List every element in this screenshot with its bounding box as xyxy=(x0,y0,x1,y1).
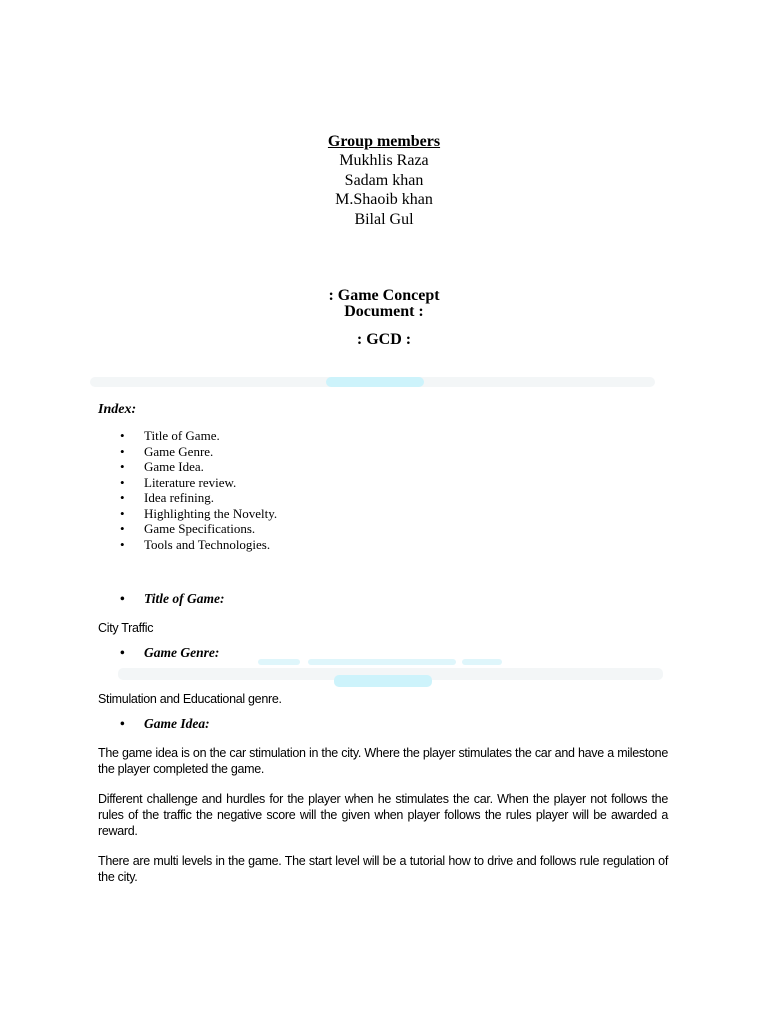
document-title-line-1: : Game Concept xyxy=(328,287,440,304)
game-idea-heading xyxy=(98,716,210,732)
index-item: • Literature review. xyxy=(98,475,277,491)
highlight-band xyxy=(462,659,502,665)
index-item: • Highlighting the Novelty. xyxy=(98,506,277,522)
document-title-line-2: Document : xyxy=(344,303,424,320)
game-idea-paragraph: There are multi levels in the game. The start level will be a tutorial how to drive and follows rule regulation of the city. xyxy=(98,854,668,884)
index-item: • Game Genre. xyxy=(98,444,277,460)
game-genre-heading xyxy=(98,645,219,661)
document-subtitle: : GCD : xyxy=(356,331,412,348)
document-title xyxy=(0,288,768,320)
bullet-icon: • xyxy=(120,591,125,606)
index-item: • Title of Game. xyxy=(98,428,277,444)
title-of-game-heading xyxy=(98,591,224,607)
title-of-game-heading-text: Title of Game: xyxy=(144,591,225,606)
member-name: M.Shaoib khan xyxy=(335,191,433,208)
highlight-band xyxy=(258,659,300,665)
index-label: Index: xyxy=(98,402,137,417)
highlight-band xyxy=(326,377,424,387)
game-idea-paragraph: Different challenge and hurdles for the player when he stimulates the car. When the player not follows the rules of the traffic the negative score will the given when player follows the rules player will be awarded a reward. xyxy=(98,792,668,838)
bullet-icon: • xyxy=(120,716,125,731)
group-members-heading: Group members xyxy=(327,133,441,150)
title-of-game-body: City Traffic xyxy=(98,621,154,635)
index-list xyxy=(98,428,277,552)
game-genre-heading-text: Game Genre: xyxy=(144,645,220,660)
index-item: • Game Idea. xyxy=(98,459,277,475)
member-name: Bilal Gul xyxy=(354,210,414,228)
highlight-band xyxy=(334,675,432,687)
index-item: • Tools and Technologies. xyxy=(98,537,277,553)
index-item: • Game Specifications. xyxy=(98,521,277,537)
member-name: Sadam khan xyxy=(344,171,424,189)
group-members-block xyxy=(0,132,768,229)
game-idea-paragraph: The game idea is on the car stimulation in the city. Where the player stimulates the car and have a milestone the player completed the game. xyxy=(98,746,668,776)
highlight-band xyxy=(308,659,456,665)
game-genre-body: Stimulation and Educational genre. xyxy=(98,692,282,706)
member-name: Mukhlis Raza xyxy=(339,152,429,169)
bullet-icon: • xyxy=(120,645,125,660)
game-idea-heading-text: Game Idea: xyxy=(144,716,210,731)
index-item: • Idea refining. xyxy=(98,490,277,506)
